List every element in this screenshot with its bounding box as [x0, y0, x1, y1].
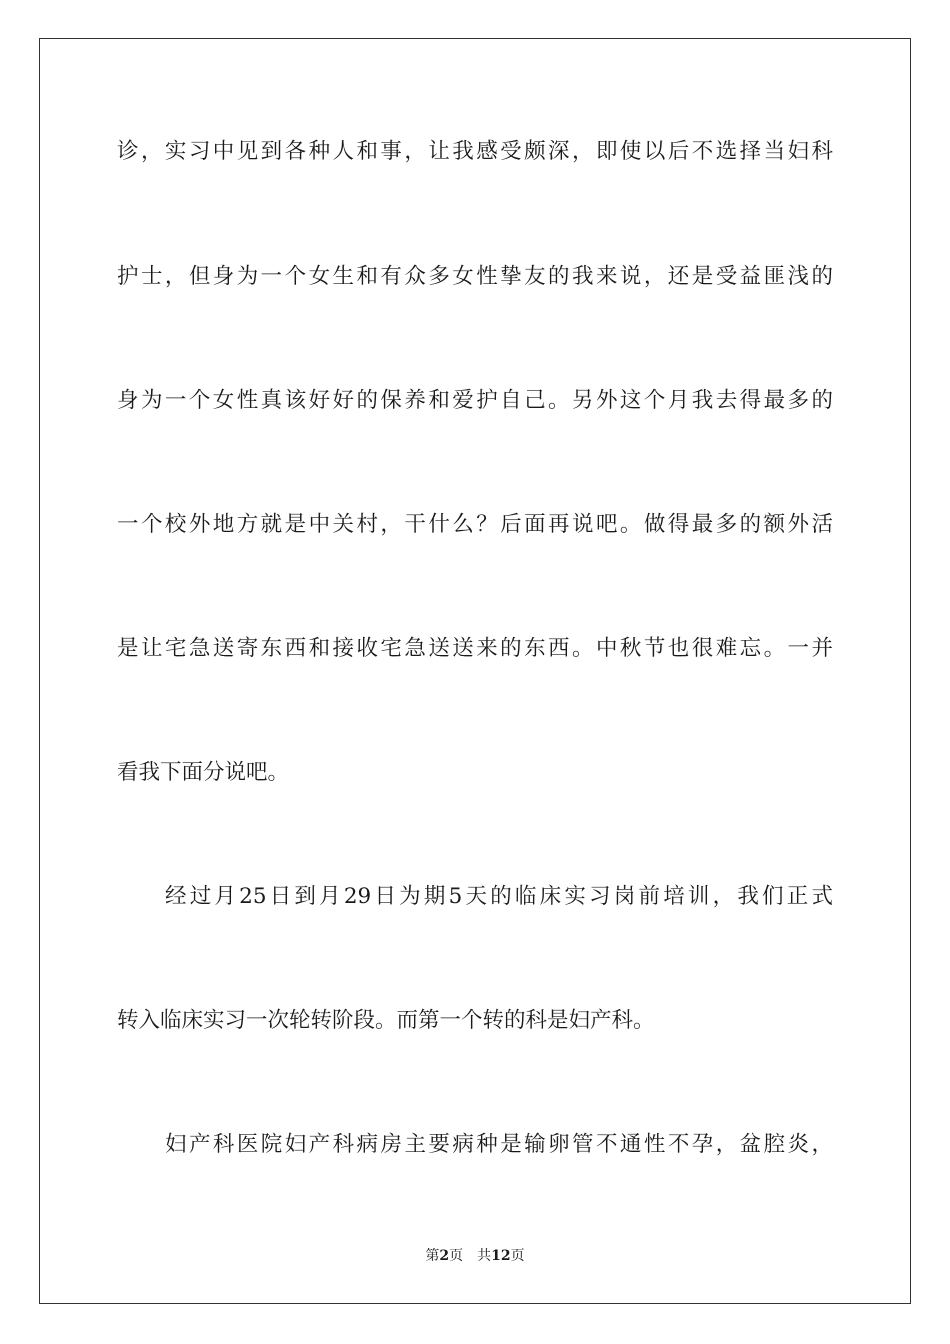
footer-total-suffix: 页 [510, 1248, 525, 1264]
footer-total-prefix: 共 [477, 1248, 492, 1264]
paragraph-line: 看我下面分说吧。 [117, 760, 290, 785]
paragraph-line: 护士，但身为一个女生和有众多女性挚友的我来说，还是受益匪浅的 [117, 264, 833, 289]
paragraph-line: 身为一个女性真该好好的保养和爱护自己。另外这个月我去得最多的 [117, 388, 833, 413]
paragraph-line: 诊，实习中见到各种人和事，让我感受颇深，即使以后不选择当妇科 [117, 139, 833, 164]
footer-page-suffix: 页 [449, 1248, 464, 1264]
page-footer [0, 1247, 950, 1265]
footer-page-number: 2 [439, 1248, 450, 1264]
paragraph-line: 一个校外地方就是中关村，干什么？后面再说吧。做得最多的额外活 [117, 512, 833, 537]
paragraph-line: 是让宅急送寄东西和接收宅急送送来的东西。中秋节也很难忘。一并 [117, 636, 833, 661]
page-border [39, 38, 911, 1304]
paragraph-line: 经过月25日到月29日为期5天的临床实习岗前培训，我们正式 [165, 884, 833, 909]
footer-page-prefix: 第 [425, 1248, 440, 1264]
paragraph-line: 转入临床实习一次轮转阶段。而第一个转的科是妇产科。 [117, 1008, 655, 1033]
paragraph-line: 妇产科医院妇产科病房主要病种是输卵管不通性不孕，盆腔炎， [165, 1132, 833, 1157]
footer-total-pages: 12 [491, 1248, 511, 1264]
